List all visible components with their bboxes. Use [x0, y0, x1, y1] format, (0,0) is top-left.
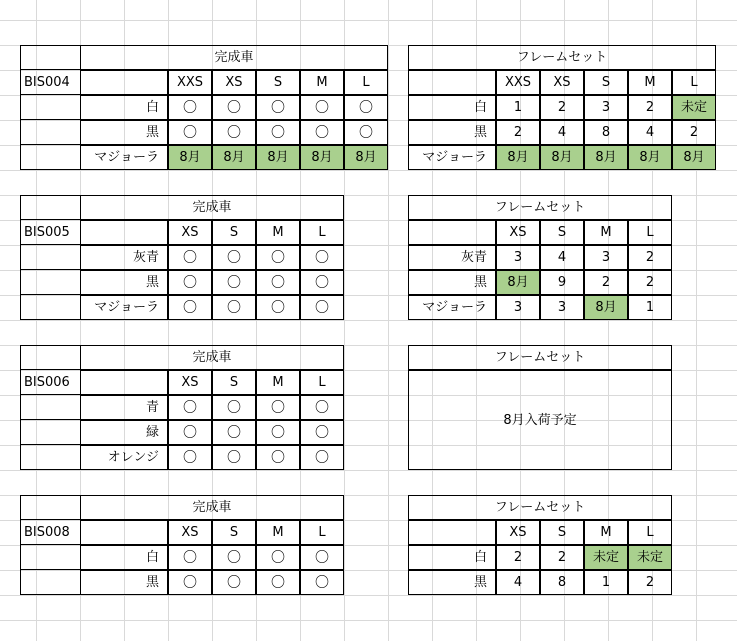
- frame-size-header-xs: XS: [496, 220, 540, 245]
- frameset-header: フレームセット: [408, 45, 716, 70]
- row-spacer: [20, 395, 80, 420]
- frame-stock-cell[interactable]: 8: [540, 570, 584, 595]
- frameset-header: フレームセット: [408, 345, 672, 370]
- frame-size-header-l: L: [628, 220, 672, 245]
- size-header-m: M: [300, 70, 344, 95]
- stock-cell[interactable]: 〇: [300, 570, 344, 595]
- size-header-xxs: XXS: [168, 70, 212, 95]
- frameset-note: 8月入荷予定: [408, 370, 672, 470]
- stock-cell[interactable]: 〇: [300, 545, 344, 570]
- frame-color-label: マジョーラ: [408, 295, 496, 320]
- size-header-s: S: [212, 220, 256, 245]
- kanseisha-header: 完成車: [80, 195, 344, 220]
- frame-color-label: 黒: [408, 270, 496, 295]
- size-header-xs: XS: [168, 520, 212, 545]
- size-row-label-cell: [80, 520, 168, 545]
- stock-cell[interactable]: 〇: [168, 420, 212, 445]
- color-label: マジョーラ: [80, 295, 168, 320]
- frame-stock-cell[interactable]: 2: [496, 545, 540, 570]
- frame-stock-cell[interactable]: 4: [540, 120, 584, 145]
- size-header-m: M: [256, 220, 300, 245]
- frame-size-header-xs: XS: [496, 520, 540, 545]
- color-label: 白: [80, 545, 168, 570]
- frame-stock-cell[interactable]: 4: [540, 245, 584, 270]
- row-spacer: [20, 295, 80, 320]
- row-spacer: [20, 245, 80, 270]
- block-id-spacer: [20, 495, 80, 520]
- kanseisha-header: 完成車: [80, 45, 388, 70]
- stock-cell[interactable]: 〇: [212, 570, 256, 595]
- frame-stock-cell[interactable]: 未定: [584, 545, 628, 570]
- size-header-xs: XS: [212, 70, 256, 95]
- stock-cell[interactable]: 〇: [300, 120, 344, 145]
- stock-cell[interactable]: 〇: [168, 245, 212, 270]
- stock-cell[interactable]: 〇: [212, 395, 256, 420]
- stock-cell[interactable]: 〇: [168, 95, 212, 120]
- size-header-s: S: [256, 70, 300, 95]
- stock-cell[interactable]: 〇: [256, 420, 300, 445]
- color-label: 黒: [80, 120, 168, 145]
- size-row-label-cell: [408, 70, 496, 95]
- stock-cell[interactable]: 〇: [256, 545, 300, 570]
- kanseisha-header: 完成車: [80, 495, 344, 520]
- frame-stock-cell[interactable]: 2: [628, 570, 672, 595]
- frame-stock-cell[interactable]: 8月: [584, 145, 628, 170]
- size-header-xs: XS: [168, 370, 212, 395]
- stock-cell[interactable]: 8月: [168, 145, 212, 170]
- frame-stock-cell[interactable]: 3: [584, 245, 628, 270]
- color-label: 灰青: [80, 245, 168, 270]
- frame-stock-cell[interactable]: 8月: [628, 145, 672, 170]
- row-spacer: [20, 420, 80, 445]
- frame-stock-cell[interactable]: 2: [540, 545, 584, 570]
- frameset-header: フレームセット: [408, 495, 672, 520]
- frame-stock-cell[interactable]: 未定: [672, 95, 716, 120]
- frame-stock-cell[interactable]: 8月: [540, 145, 584, 170]
- size-header-m: M: [256, 370, 300, 395]
- frame-color-label: 白: [408, 95, 496, 120]
- frame-color-label: 灰青: [408, 245, 496, 270]
- color-label: 青: [80, 395, 168, 420]
- size-header-m: M: [256, 520, 300, 545]
- stock-cell[interactable]: 〇: [168, 120, 212, 145]
- stock-cell[interactable]: 〇: [300, 395, 344, 420]
- stock-cell[interactable]: 〇: [256, 95, 300, 120]
- frame-size-header-l: L: [628, 520, 672, 545]
- frame-color-label: 黒: [408, 570, 496, 595]
- frame-color-label: マジョーラ: [408, 145, 496, 170]
- frame-size-header-s: S: [540, 220, 584, 245]
- stock-cell[interactable]: 8月: [212, 145, 256, 170]
- stock-cell[interactable]: 〇: [300, 95, 344, 120]
- stock-cell[interactable]: 〇: [300, 245, 344, 270]
- frame-stock-cell[interactable]: 2: [496, 120, 540, 145]
- stock-cell[interactable]: 〇: [168, 270, 212, 295]
- block-id[interactable]: BIS008: [20, 520, 80, 545]
- frame-stock-cell[interactable]: 4: [496, 570, 540, 595]
- stock-cell[interactable]: 〇: [168, 545, 212, 570]
- size-row-label-cell: [80, 370, 168, 395]
- size-header-xs: XS: [168, 220, 212, 245]
- size-header-l: L: [300, 520, 344, 545]
- frame-stock-cell[interactable]: 8月: [672, 145, 716, 170]
- frame-stock-cell[interactable]: 1: [584, 570, 628, 595]
- color-label: オレンジ: [80, 445, 168, 470]
- block-id-spacer: [20, 195, 80, 220]
- frame-size-header-m: M: [584, 220, 628, 245]
- row-spacer: [20, 95, 80, 120]
- stock-cell[interactable]: 8月: [300, 145, 344, 170]
- size-row-label-cell: [80, 220, 168, 245]
- stock-cell[interactable]: 〇: [256, 120, 300, 145]
- stock-cell[interactable]: 〇: [212, 270, 256, 295]
- frame-stock-cell[interactable]: 8: [584, 120, 628, 145]
- frame-stock-cell[interactable]: 2: [628, 245, 672, 270]
- stock-cell[interactable]: 〇: [256, 295, 300, 320]
- row-spacer: [20, 445, 80, 470]
- frame-size-header-m: M: [628, 70, 672, 95]
- frame-stock-cell[interactable]: 8月: [584, 295, 628, 320]
- block-id[interactable]: BIS006: [20, 370, 80, 395]
- stock-cell[interactable]: 〇: [256, 395, 300, 420]
- frame-size-header-s: S: [584, 70, 628, 95]
- block-id-spacer: [20, 45, 80, 70]
- frame-stock-cell[interactable]: 2: [672, 120, 716, 145]
- stock-cell[interactable]: 〇: [168, 295, 212, 320]
- frame-stock-cell[interactable]: 3: [584, 95, 628, 120]
- frame-stock-cell[interactable]: 8月: [496, 145, 540, 170]
- frame-stock-cell[interactable]: 2: [628, 270, 672, 295]
- block-id-spacer: [20, 345, 80, 370]
- stock-cell[interactable]: 〇: [168, 570, 212, 595]
- stock-cell[interactable]: 〇: [168, 395, 212, 420]
- frame-stock-cell[interactable]: 9: [540, 270, 584, 295]
- size-header-l: L: [344, 70, 388, 95]
- stock-cell[interactable]: 〇: [256, 270, 300, 295]
- size-row-label-cell: [408, 520, 496, 545]
- frameset-header: フレームセット: [408, 195, 672, 220]
- size-row-label-cell: [408, 220, 496, 245]
- color-label: 黒: [80, 270, 168, 295]
- stock-cell[interactable]: 〇: [344, 95, 388, 120]
- frame-size-header-xxs: XXS: [496, 70, 540, 95]
- frame-stock-cell[interactable]: 1: [628, 295, 672, 320]
- stock-cell[interactable]: 〇: [300, 420, 344, 445]
- stock-cell[interactable]: 〇: [212, 545, 256, 570]
- frame-stock-cell[interactable]: 未定: [628, 545, 672, 570]
- frame-stock-cell[interactable]: 3: [496, 245, 540, 270]
- stock-cell[interactable]: 8月: [256, 145, 300, 170]
- frame-size-header-m: M: [584, 520, 628, 545]
- frame-size-header-xs: XS: [540, 70, 584, 95]
- stock-cell[interactable]: 〇: [300, 295, 344, 320]
- kanseisha-header: 完成車: [80, 345, 344, 370]
- stock-cell[interactable]: 〇: [300, 445, 344, 470]
- row-spacer: [20, 570, 80, 595]
- stock-cell[interactable]: 〇: [344, 120, 388, 145]
- row-spacer: [20, 145, 80, 170]
- stock-cell[interactable]: 〇: [300, 270, 344, 295]
- size-row-label-cell: [80, 70, 168, 95]
- frame-color-label: 黒: [408, 120, 496, 145]
- frame-stock-cell[interactable]: 2: [628, 95, 672, 120]
- block-id[interactable]: BIS004: [20, 70, 80, 95]
- color-label: マジョーラ: [80, 145, 168, 170]
- size-header-s: S: [212, 370, 256, 395]
- color-label: 緑: [80, 420, 168, 445]
- stock-cell[interactable]: 〇: [256, 570, 300, 595]
- color-label: 白: [80, 95, 168, 120]
- frame-size-header-s: S: [540, 520, 584, 545]
- frame-color-label: 白: [408, 545, 496, 570]
- stock-cell[interactable]: 8月: [344, 145, 388, 170]
- block-id[interactable]: BIS005: [20, 220, 80, 245]
- stock-cell[interactable]: 〇: [212, 120, 256, 145]
- row-spacer: [20, 270, 80, 295]
- size-header-l: L: [300, 220, 344, 245]
- frame-stock-cell[interactable]: 4: [628, 120, 672, 145]
- size-header-s: S: [212, 520, 256, 545]
- stock-cell[interactable]: 〇: [212, 420, 256, 445]
- frame-stock-cell[interactable]: 3: [496, 295, 540, 320]
- stock-cell[interactable]: 〇: [256, 445, 300, 470]
- frame-stock-cell[interactable]: 1: [496, 95, 540, 120]
- color-label: 黒: [80, 570, 168, 595]
- stock-cell[interactable]: 〇: [212, 295, 256, 320]
- stock-cell[interactable]: 〇: [212, 95, 256, 120]
- stock-cell[interactable]: 〇: [168, 445, 212, 470]
- frame-stock-cell[interactable]: 2: [540, 95, 584, 120]
- frame-size-header-l: L: [672, 70, 716, 95]
- size-header-l: L: [300, 370, 344, 395]
- frame-stock-cell[interactable]: 8月: [496, 270, 540, 295]
- stock-cell[interactable]: 〇: [212, 445, 256, 470]
- row-spacer: [20, 120, 80, 145]
- stock-cell[interactable]: 〇: [256, 245, 300, 270]
- row-spacer: [20, 545, 80, 570]
- frame-stock-cell[interactable]: 3: [540, 295, 584, 320]
- frame-stock-cell[interactable]: 2: [584, 270, 628, 295]
- stock-cell[interactable]: 〇: [212, 245, 256, 270]
